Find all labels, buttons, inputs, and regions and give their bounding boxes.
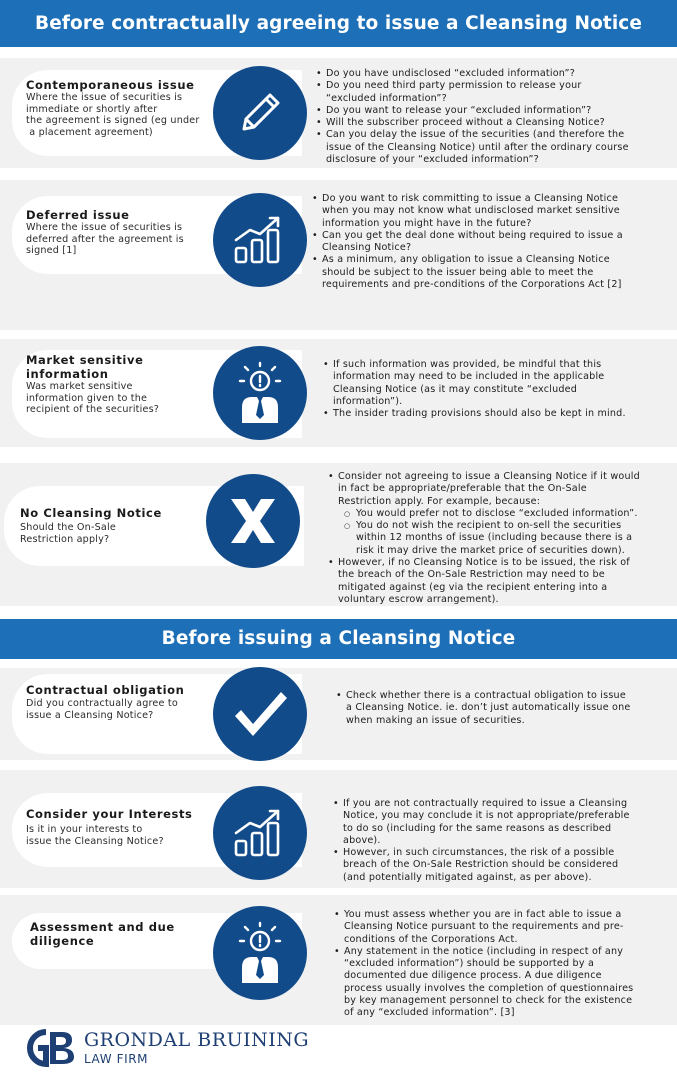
section-title: No Cleansing Notice	[20, 506, 162, 520]
subtitle-line: Where the issue of securities is	[26, 222, 183, 233]
title-line: Market sensitive	[26, 353, 144, 367]
bullet-item: • As a minimum, any obligation to issue a Cleansing Notice should be subject to the issuer being able to meet the requirements and pre-conditions of the Corporations Act [2]	[312, 254, 672, 291]
bullet-item: • Do you want to release your “excluded information”?	[316, 105, 672, 117]
bar-chart-growth-icon	[213, 786, 307, 880]
brand-subtitle: LAW FIRM	[84, 1052, 149, 1066]
subtitle-line: Was market sensitive	[26, 381, 133, 392]
bullet-list-deferred	[312, 193, 672, 291]
section-title: Contractual obligation	[26, 683, 185, 697]
bullet-item: • The insider trading provisions should also be kept in mind.	[323, 408, 673, 420]
subtitle-line: Restriction apply?	[20, 533, 110, 545]
section-title: Deferred issue	[26, 208, 130, 222]
bullet-item: • Do you need third party permission to release your “excluded information”?	[316, 80, 672, 105]
bullet-item: • You must assess whether you are in fact able to issue a Cleansing Notice pursuant to the requirements and pre- conditions of the Corporations Act.	[334, 909, 674, 946]
section-title: Contemporaneous issue	[26, 78, 195, 92]
bar-chart-growth-icon	[213, 193, 307, 287]
subtitle-line: the agreement is signed (eg under	[26, 115, 200, 126]
subtitle-line: Is it in your interests to	[26, 824, 143, 835]
bullet-item: • If such information was provided, be mindful that this information may need to be included in the applicable Cleansing Notice (as it may constitute “excluded information”).	[323, 359, 673, 408]
checkmark-icon	[213, 667, 307, 761]
subtitle-line: Where the issue of securities is	[26, 92, 183, 103]
subtitle-line: immediate or shortly after	[26, 103, 158, 115]
sub-bullet-list	[338, 508, 673, 557]
sub-bullet-item: ○ You do not wish the recipient to on-sell the securities within 12 months of issue (including because there is a risk it may drive the market price of securities down).	[344, 520, 673, 557]
bullet-item: • Do you want to risk committing to issue a Cleansing Notice when you may not know what undisclosed market sensitive information you might have in the future?	[312, 193, 672, 230]
bullet-item: • Any statement in the notice (including in respect of any “excluded information”) should be supported by a documented due diligence process. A due diligence process usually involves the completion of questionnaires by key management personnel to check for the existence of any “excluded information”. [3]	[334, 946, 674, 1020]
subtitle-line: deferred after the agreement is	[26, 233, 184, 245]
bullet-item: • Do you have undisclosed “excluded information”?	[316, 68, 672, 80]
subtitle-line: a placement agreement)	[26, 126, 153, 138]
bullet-list-consider-interests	[333, 798, 673, 884]
title-line: diligence	[30, 934, 95, 948]
title-line: Assessment and due	[30, 920, 175, 934]
gb-monogram-icon	[24, 1028, 76, 1068]
bullet-list-no-cleansing-notice	[328, 471, 673, 606]
bullet-list-contemporaneous	[316, 68, 672, 166]
brand-name: GRONDAL BRUINING	[84, 1029, 310, 1051]
subtitle-line: Did you contractually agree to	[26, 698, 178, 709]
bullet-list-assessment	[334, 909, 674, 1020]
bullet-item: • Can you delay the issue of the securities (and therefore the issue of the Cleansing Notice) until after the ordinary course disclosure of your “excluded information”?	[316, 129, 672, 166]
bullet-item: • However, in such circumstances, the risk of a possible breach of the On-Sale Restriction should be considered (and potentially mitigated against, as per above).	[333, 847, 673, 884]
subtitle-line: information given to the	[26, 392, 148, 404]
bullet-item: • However, if no Cleansing Notice is to be issued, the risk of the breach of the On-Sale Restriction may need to be mitigated against (eg via the recipient entering into a voluntary escrow arrangement).	[328, 557, 673, 606]
bullet-item: • Can you get the deal done without being required to issue a Cleansing Notice?	[312, 230, 672, 255]
subtitle-line: recipient of the securities?	[26, 404, 160, 415]
bullet-list-contractual-obligation	[336, 690, 673, 727]
title-line: information	[26, 367, 109, 381]
bullet-item: • If you are not contractually required to issue a Cleansing Notice, you may conclude it is not appropriate/preferable to do so (including for the same reasons as described above).	[333, 798, 673, 847]
bullet-list-market-sensitive	[323, 359, 673, 420]
subtitle-line: Should the On-Sale	[20, 522, 116, 533]
pencil-icon	[213, 66, 307, 160]
sub-bullet-item: ○ You would prefer not to disclose “excluded information”.	[344, 508, 673, 520]
bullet-item: • Consider not agreeing to issue a Cleansing Notice if it would in fact be appropriate/preferable that the On-Sale Restriction apply. For example, because: ○ You would prefer not to disclose “excluded information”. ○ You do not wish the recipient to on-sell the securities within 12 months of issue (including because there is a risk it may drive the market price of securities down).	[328, 471, 673, 557]
person-idea-icon	[213, 346, 307, 440]
subtitle-line: issue a Cleansing Notice?	[26, 709, 154, 721]
bullet-item: • Check whether there is a contractual obligation to issue a Cleansing Notice. ie. don’t just automatically issue one when making an issue of securities.	[336, 690, 673, 727]
section-title: Consider your Interests	[26, 807, 193, 821]
x-mark-icon	[206, 474, 300, 568]
bullet-item: • Will the subscriber proceed without a Cleansing Notice?	[316, 117, 672, 129]
person-idea-icon	[213, 906, 307, 1000]
footer-logo	[24, 1027, 309, 1069]
subtitle-line: signed [1]	[26, 245, 77, 256]
middle-banner-heading: Before issuing a Cleansing Notice	[0, 619, 677, 659]
brand-text	[84, 1029, 309, 1067]
subtitle-line: issue the Cleansing Notice?	[26, 835, 164, 847]
top-banner-heading: Before contractually agreeing to issue a Cleansing Notice	[0, 0, 677, 47]
